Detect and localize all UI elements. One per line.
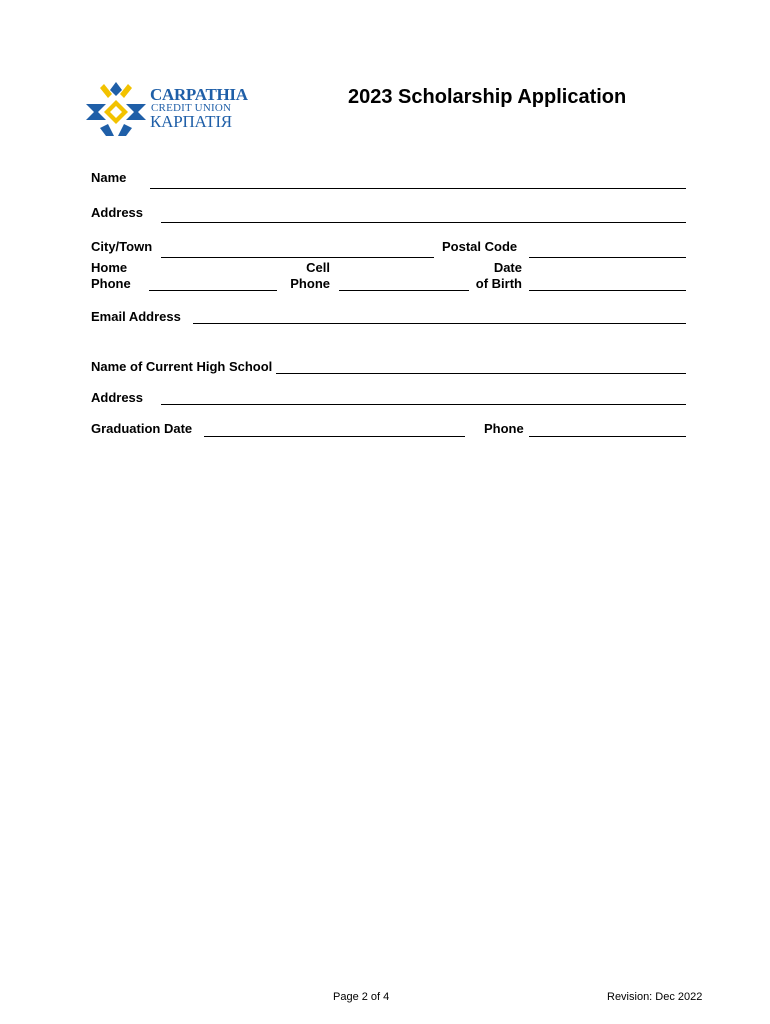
home-phone-label-line-1: Home [91, 260, 128, 275]
home-phone-field[interactable] [149, 290, 277, 291]
page-number: Page 2 of 4 [333, 991, 390, 1003]
form-title: 2023 Scholarship Application [348, 86, 627, 108]
cell-phone-field[interactable] [339, 290, 469, 291]
home-phone-label-line-2: Phone [91, 276, 131, 291]
home-phone-label [91, 260, 131, 292]
school-phone-label: Phone [484, 421, 524, 436]
postal-code-field[interactable] [529, 257, 686, 258]
graduation-date-field[interactable] [204, 436, 465, 437]
cell-phone-label-line-2: Phone [290, 276, 330, 291]
high-school-field[interactable] [276, 373, 686, 374]
address-label: Address [91, 205, 144, 220]
logo-line-2: CREDIT UNION [151, 102, 232, 114]
date-of-birth-field[interactable] [529, 290, 686, 291]
school-phone-field[interactable] [529, 436, 686, 437]
name-field[interactable] [150, 188, 686, 189]
logo-line-1: CARPATHIA [150, 85, 248, 104]
date-of-birth-label-line-2: of Birth [475, 276, 522, 291]
carpathia-logo [84, 70, 254, 142]
cell-phone-label-line-1: Cell [306, 260, 330, 275]
graduation-date-label: Graduation Date [91, 421, 193, 436]
name-label: Name [91, 170, 127, 185]
carpathia-emblem-icon [84, 80, 148, 138]
city-field[interactable] [161, 257, 434, 258]
high-school-label: Name of Current High School [91, 359, 273, 374]
cell-phone-label [280, 260, 330, 292]
date-of-birth-label-line-1: Date [493, 260, 522, 275]
city-label: City/Town [91, 239, 153, 254]
date-of-birth-label [462, 260, 522, 292]
address-field[interactable] [161, 222, 686, 223]
revision-date: Revision: Dec 2022 [607, 991, 703, 1003]
logo-line-3: КАРПАТІЯ [150, 112, 232, 131]
school-address-field[interactable] [161, 404, 686, 405]
email-field[interactable] [193, 323, 686, 324]
school-address-label: Address [91, 390, 144, 405]
postal-code-label: Postal Code [442, 239, 518, 254]
email-label: Email Address [91, 309, 181, 324]
